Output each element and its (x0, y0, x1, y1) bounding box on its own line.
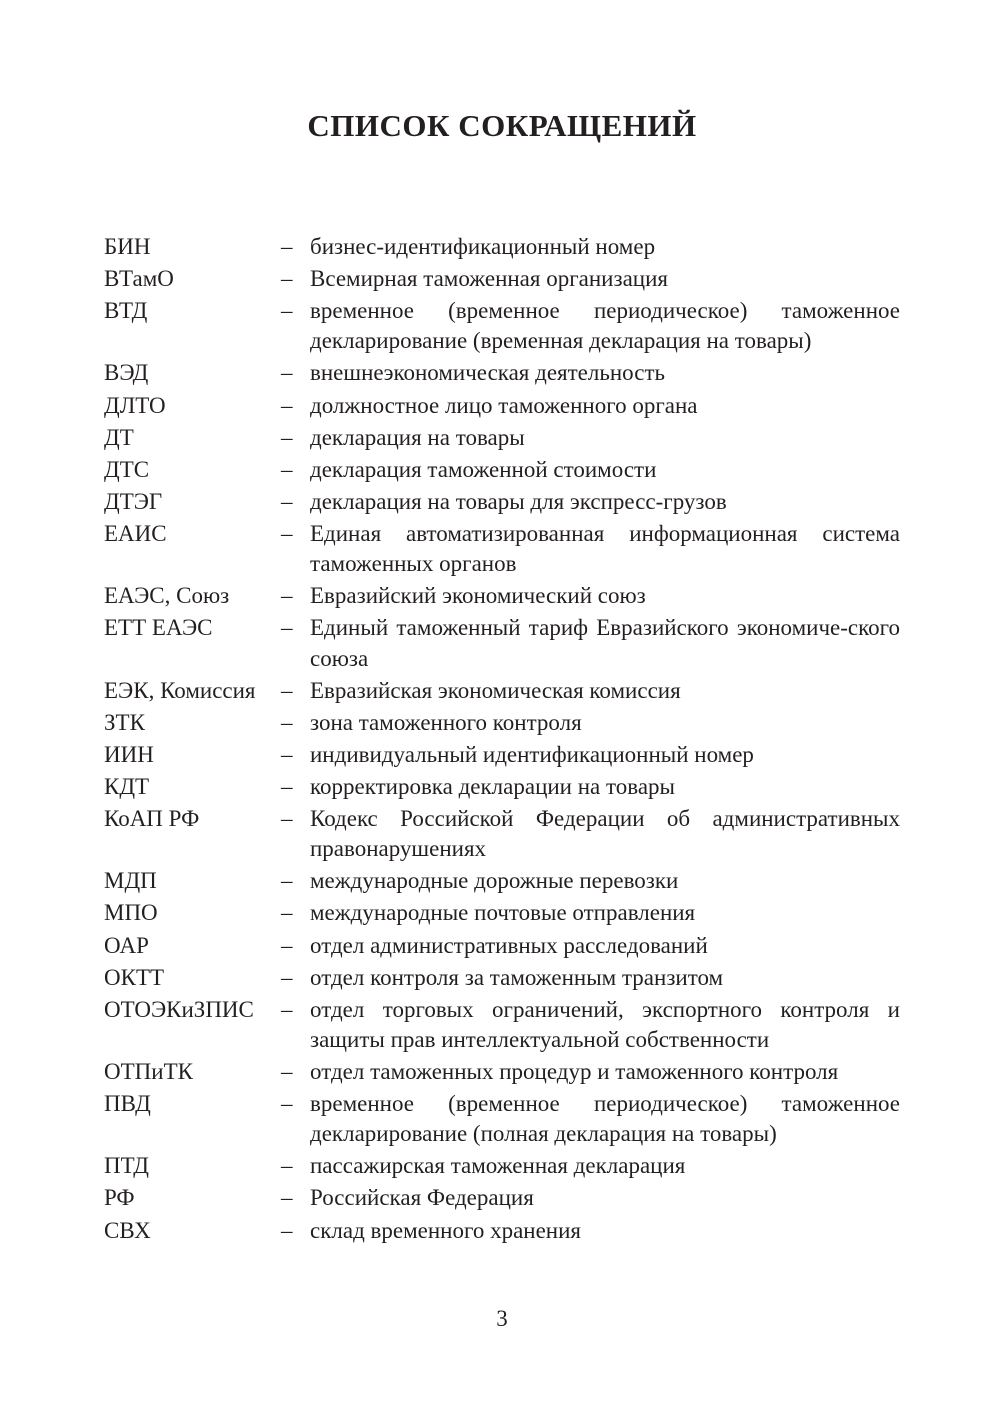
entry-dash: – (281, 298, 293, 324)
abbreviation-term: ВТД (104, 298, 148, 324)
abbreviation-term: ИИН (104, 741, 154, 767)
abbreviation-definition: отдел административных расследований (310, 932, 708, 958)
abbreviation-definition: внешнеэкономическая деятельность (310, 360, 665, 386)
abbreviation-definition: Евразийский экономический союз (310, 583, 646, 609)
abbreviation-definition: Единая автоматизированная информационная система таможенных органов (310, 520, 900, 577)
entry-dash: – (281, 488, 293, 514)
entry-dash: – (281, 996, 293, 1022)
entry-dash: – (281, 615, 293, 641)
entry-dash: – (281, 424, 293, 450)
abbreviation-definition: Евразийская экономическая комиссия (310, 677, 681, 703)
abbreviation-entry (104, 1151, 900, 1181)
abbreviation-entry (104, 423, 900, 453)
abbreviation-term: ОТПиТК (104, 1058, 193, 1084)
abbreviation-term: ВТамО (104, 266, 174, 292)
abbreviation-term: ДЛТО (104, 392, 166, 418)
abbreviation-entry (104, 581, 900, 611)
entry-dash: – (281, 709, 293, 735)
entry-dash: – (281, 1058, 293, 1084)
abbreviation-definition: склад временного хранения (310, 1217, 582, 1243)
entry-dash: – (281, 1185, 293, 1211)
abbreviation-term: ПВД (104, 1091, 151, 1117)
abbreviation-entry (104, 1216, 900, 1246)
entry-dash: – (281, 583, 293, 609)
abbreviation-entry (104, 613, 900, 673)
abbreviation-term: ЕАЭС, Союз (104, 583, 230, 609)
abbreviation-entry (104, 963, 900, 993)
abbreviation-entry (104, 264, 900, 294)
abbreviation-entry (104, 1057, 900, 1087)
abbreviation-entry (104, 519, 900, 579)
page-number: 3 (496, 1306, 508, 1331)
abbreviation-term: КоАП РФ (104, 806, 200, 832)
abbreviation-term: ВЭД (104, 360, 149, 386)
entry-dash: – (281, 266, 293, 292)
entry-dash: – (281, 806, 293, 832)
abbreviation-definition: международные дорожные перевозки (310, 868, 679, 894)
abbreviation-definition: декларация на товары (310, 424, 525, 450)
abbreviation-list (104, 232, 900, 1248)
entry-dash: – (281, 868, 293, 894)
abbreviation-term: ЕЭК, Комиссия (104, 677, 256, 703)
abbreviation-entry (104, 931, 900, 961)
abbreviation-entry (104, 487, 900, 517)
page-title: СПИСОК СОКРАЩЕНИЙ (307, 108, 697, 143)
entry-dash: – (281, 900, 293, 926)
entry-dash: – (281, 456, 293, 482)
abbreviation-entry (104, 898, 900, 928)
abbreviation-entry (104, 866, 900, 896)
abbreviation-term: РФ (104, 1185, 135, 1211)
abbreviation-definition: бизнес-идентификационный номер (310, 234, 656, 259)
entry-dash: – (281, 1217, 293, 1243)
abbreviation-term: ДТЭГ (104, 488, 163, 514)
abbreviation-term: МПО (104, 900, 158, 926)
abbreviation-entry (104, 296, 900, 356)
entry-dash: – (281, 677, 293, 703)
abbreviation-definition: декларация на товары для экспресс-грузов (310, 488, 727, 514)
abbreviation-definition: временное (временное периодическое) таможенное декларирование (временная декларация на товары) (310, 298, 900, 354)
abbreviation-term: ОКТТ (104, 964, 165, 990)
entry-dash: – (281, 392, 293, 418)
abbreviation-term: БИН (104, 234, 151, 259)
abbreviation-definition: отдел таможенных процедур и таможенного контроля (310, 1058, 839, 1084)
abbreviation-entry (104, 1183, 900, 1213)
abbreviation-term: КДТ (104, 773, 150, 799)
abbreviation-definition: Единый таможенный тариф Евразийского экономиче-ского союза (310, 615, 900, 671)
abbreviation-term: ДТС (104, 456, 150, 482)
abbreviation-entry (104, 455, 900, 485)
abbreviation-entry (104, 708, 900, 738)
abbreviation-entry (104, 232, 900, 262)
abbreviation-definition: индивидуальный идентификационный номер (310, 741, 754, 767)
abbreviation-definition: декларация таможенной стоимости (310, 456, 657, 482)
abbreviation-entry (104, 740, 900, 770)
abbreviation-definition: корректировка декларации на товары (310, 773, 675, 799)
entry-dash: – (281, 234, 293, 259)
abbreviation-entry (104, 804, 900, 864)
abbreviation-definition: пассажирская таможенная декларация (310, 1153, 686, 1179)
abbreviation-term: ДТ (104, 424, 134, 450)
abbreviation-definition: зона таможенного контроля (310, 709, 582, 735)
abbreviation-term: СВХ (104, 1217, 151, 1243)
abbreviation-definition: должностное лицо таможенного органа (310, 392, 698, 418)
entry-dash: – (281, 1153, 293, 1179)
abbreviation-definition: Всемирная таможенная организация (310, 266, 668, 292)
abbreviation-definition: Российская Федерация (310, 1185, 534, 1211)
abbreviation-term: МДП (104, 868, 157, 894)
abbreviation-term: ЕАИС (104, 520, 167, 546)
abbreviation-entry (104, 1089, 900, 1149)
abbreviation-term: ЕТТ ЕАЭС (104, 615, 213, 641)
entry-dash: – (281, 741, 293, 767)
abbreviation-definition: отдел контроля за таможенным транзитом (310, 964, 724, 990)
abbreviation-term: ЗТК (104, 709, 145, 735)
abbreviation-term: ОАР (104, 932, 149, 958)
entry-dash: – (281, 773, 293, 799)
entry-dash: – (281, 360, 293, 386)
entry-dash: – (281, 1091, 293, 1117)
abbreviation-term: ОТОЭКиЗПИС (104, 996, 254, 1022)
abbreviation-entry (104, 772, 900, 802)
abbreviation-definition: Кодекс Российской Федерации об административных правонарушениях (310, 806, 900, 862)
abbreviation-term: ПТД (104, 1153, 149, 1179)
abbreviation-definition: отдел торговых ограничений, экспортного контроля и защиты прав интеллектуальной собственности (310, 996, 900, 1052)
abbreviation-entry (104, 995, 900, 1055)
entry-dash: – (281, 932, 293, 958)
abbreviation-definition: международные почтовые отправления (310, 900, 696, 926)
entry-dash: – (281, 520, 293, 546)
abbreviation-entry (104, 358, 900, 388)
entry-dash: – (281, 964, 293, 990)
abbreviation-entry (104, 391, 900, 421)
abbreviation-entry (104, 676, 900, 706)
abbreviation-definition: временное (временное периодическое) таможенное декларирование (полная декларация на товары) (310, 1091, 900, 1147)
